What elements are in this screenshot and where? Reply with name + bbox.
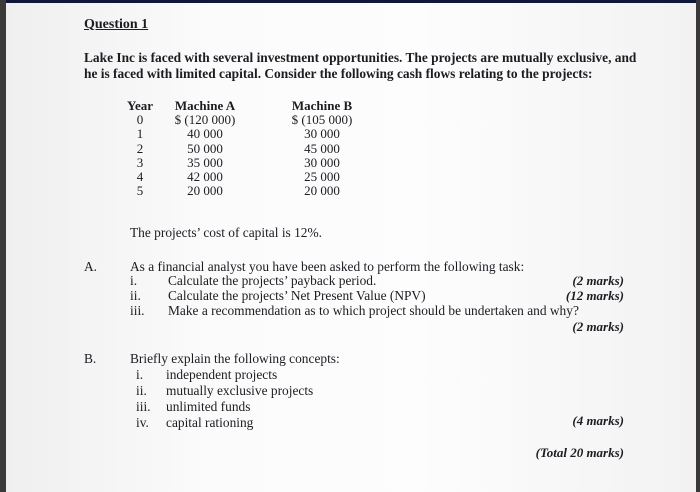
part-b-item-text: unlimited funds [166, 399, 251, 414]
table-row [118, 113, 362, 127]
cell-machine-b: 30 000 [304, 154, 340, 170]
cell-machine-a: 35 000 [187, 154, 223, 170]
part-b-item-num: iii. [136, 399, 151, 414]
cell-machine-b: $ (105 000) [291, 112, 353, 128]
cost-of-capital: The projects’ cost of capital is 12%. [130, 225, 322, 240]
cell-machine-a: 20 000 [187, 183, 223, 199]
table-row [118, 127, 362, 141]
part-b-item-text: capital rationing [166, 415, 254, 430]
part-a-label: A. [84, 259, 98, 274]
part-b-item-text: independent projects [166, 367, 278, 382]
part-a-item-marks: (2 marks) [572, 273, 624, 288]
total-marks: (Total 20 marks) [535, 445, 624, 460]
part-a-item-num: i. [130, 273, 138, 288]
intro-line-2: he is faced with limited capital. Consider the following cash flows relating to the projects: [84, 66, 593, 81]
cell-machine-b: 45 000 [304, 140, 340, 156]
cell-year: 5 [136, 183, 144, 199]
part-a-lead: As a financial analyst you have been asked to perform the following task: [130, 259, 525, 274]
header-machine-a: Machine A [174, 98, 236, 113]
table-row [118, 142, 362, 156]
table-header-row [118, 99, 362, 113]
part-a-item-text: Calculate the projects’ payback period. [168, 273, 377, 288]
cell-machine-b: 30 000 [304, 126, 340, 142]
cell-year: 2 [136, 140, 144, 156]
table-row [118, 184, 362, 198]
part-b-item-num: iv. [136, 415, 149, 430]
cell-machine-a: 50 000 [187, 140, 223, 156]
part-b-item-num: ii. [136, 383, 147, 398]
cell-year: 4 [136, 169, 144, 185]
cell-machine-b: 20 000 [304, 183, 340, 199]
question-title: Question 1 [84, 17, 149, 32]
question-intro [84, 50, 636, 82]
cell-machine-a: 40 000 [187, 126, 223, 142]
cell-year: 3 [136, 154, 144, 170]
table-row [118, 156, 362, 170]
part-a-item-num: ii. [130, 288, 141, 303]
cash-flow-table [118, 99, 362, 198]
part-a-item-marks: (2 marks) [572, 319, 624, 334]
table-row [118, 170, 362, 184]
document-page [6, 0, 696, 492]
cell-machine-a: $ (120 000) [174, 112, 236, 128]
part-b-lead: Briefly explain the following concepts: [130, 351, 340, 366]
column-spacer [248, 99, 282, 113]
part-b-label: B. [84, 351, 97, 366]
part-b-marks: (4 marks) [572, 413, 624, 428]
cell-machine-b: 25 000 [304, 169, 340, 185]
header-year: Year [127, 98, 153, 113]
part-b-item-text: mutually exclusive projects [166, 383, 314, 398]
header-machine-b: Machine B [291, 98, 353, 113]
part-a-item-text: Make a recommendation as to which project should be undertaken and why? [168, 303, 579, 318]
part-b-item-num: i. [136, 367, 144, 382]
cell-machine-a: 42 000 [187, 169, 223, 185]
part-a-item-text: Calculate the projects’ Net Present Value (NPV) [168, 288, 426, 303]
intro-line-1: Lake Inc is faced with several investment opportunities. The projects are mutually exclusive, and [84, 50, 637, 65]
cell-year: 1 [136, 126, 144, 142]
cell-year: 0 [136, 112, 144, 128]
part-a-item-num: iii. [130, 303, 145, 318]
part-a-item-marks: (12 marks) [565, 288, 624, 303]
